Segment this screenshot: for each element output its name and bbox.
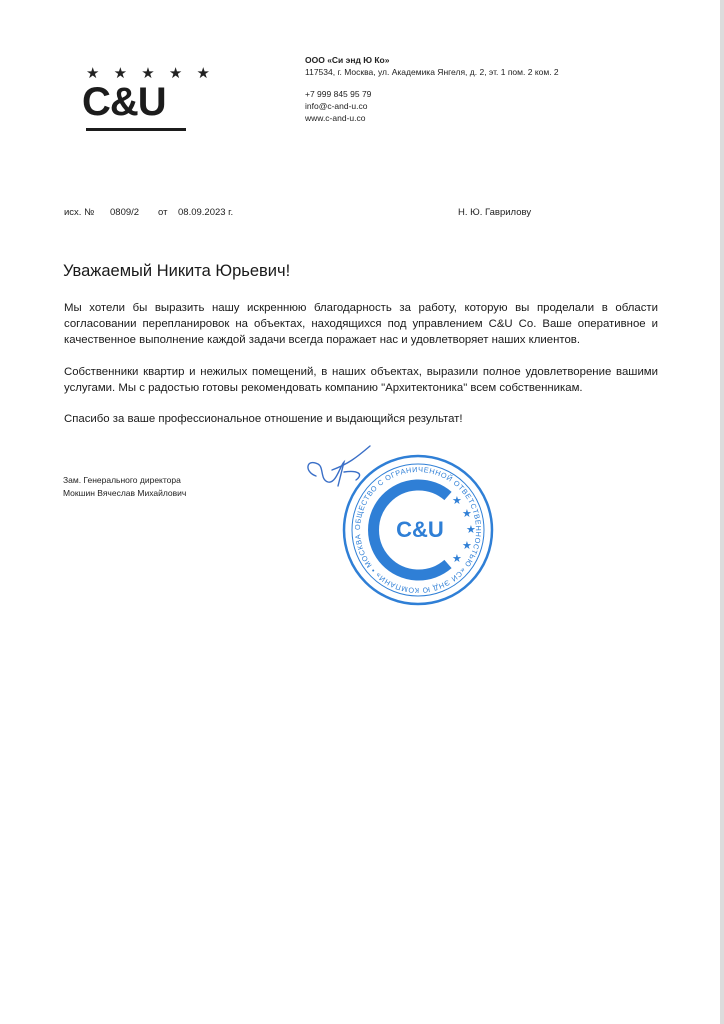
- company-email: info@c-and-u.co: [305, 101, 368, 111]
- svg-text:★: ★: [452, 552, 462, 565]
- paragraph-1: Мы хотели бы выразить нашу искреннюю благодарность за работу, которую вы проделали в области согласовании перепланировок на объектах, находящихся под управлением C&U Co. Ваше оперативное и качественное выполнение каждой задачи всегда поражает нас и удовлетворяет наших клиентов.: [64, 302, 658, 346]
- date-label: от: [158, 207, 168, 218]
- paragraph-2: Собственники квартир и нежилых помещений, в наших объектах, выразили полное удовлетворение вашими услугами. Мы с радостью готовы рекомендовать компанию "Архитектоника" всем собственникам.: [64, 366, 658, 394]
- greeting: Уважаемый Никита Юрьевич!: [63, 262, 291, 280]
- company-website: www.c-and-u.co: [305, 113, 366, 123]
- svg-text:★: ★: [462, 539, 472, 552]
- page-edge-shadow: [720, 0, 724, 1024]
- company-header: [305, 54, 559, 124]
- company-name: ООО «Си энд Ю Ко»: [305, 55, 390, 65]
- svg-text:★: ★: [462, 507, 472, 520]
- logo-stars: ★ ★ ★ ★ ★: [86, 65, 215, 82]
- handwritten-signature: [298, 436, 398, 496]
- svg-text:★: ★: [452, 494, 462, 507]
- seal-ring-text: ОБЩЕСТВО С ОГРАНИЧЕННОЙ ОТВЕТСТВЕННОСТЬЮ «СИ ЭНД Ю КОМПАНИ» • МОСКВА: [352, 464, 484, 596]
- signer-title: Зам. Генерального директора: [63, 475, 181, 485]
- paragraph-3: Спасибо за ваше профессиональное отношение и выдающийся результат!: [64, 413, 463, 425]
- ref-number: 0809/2: [110, 207, 140, 218]
- company-address: 117534, г. Москва, ул. Академика Янгеля, д. 2, эт. 1 пом. 2 ком. 2: [305, 67, 559, 77]
- letter-date: 08.09.2023 г.: [178, 207, 234, 218]
- recipient: Н. Ю. Гаврилову: [458, 207, 532, 218]
- company-phone: +7 999 845 95 79: [305, 89, 372, 99]
- ref-label: исх. №: [64, 207, 95, 218]
- signer-block: [63, 474, 186, 500]
- company-logo: C&U: [82, 80, 166, 124]
- seal-logo-text: C&U: [396, 517, 444, 542]
- logo-underline: [86, 128, 186, 131]
- signer-name: Мокшин Вячеслав Михайлович: [63, 488, 187, 498]
- svg-text:★: ★: [466, 523, 476, 536]
